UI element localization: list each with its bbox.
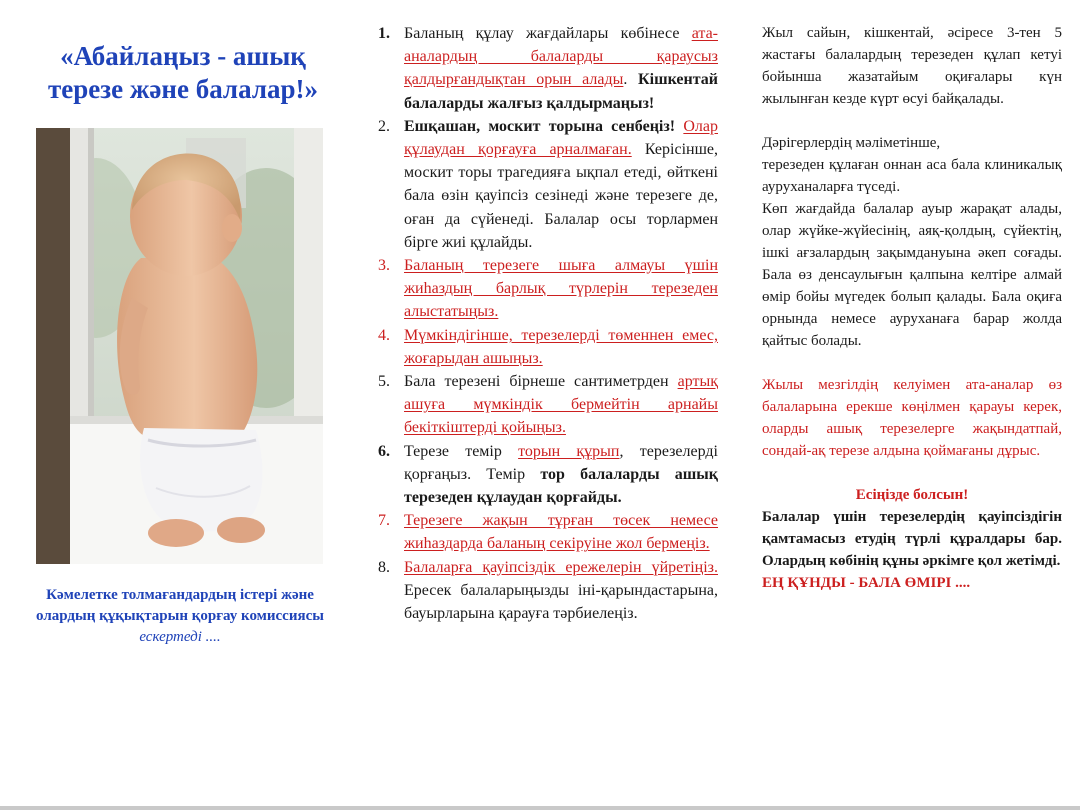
rule-text: Балаларға қауіпсіздік ережелерін үйретіңіз. bbox=[404, 558, 718, 576]
credit-text: Кәмелетке толмағандардың істері және олардың құқықтарын қорғау комиссиясы bbox=[36, 587, 324, 624]
rule-text: Баланың құлау жағдайлары көбінесе bbox=[404, 25, 692, 42]
paragraph-safety-tools: Балалар үшін терезелердің қауіпсіздігін қамтамасыз етудің түрлі құралдары бар. Олардың көбінің құны әркімге қол жетімді. bbox=[762, 509, 1062, 569]
paragraph-parents-warning: Жылы мезгілдің келуімен ата-аналар өз балаларына ерекше көңілмен қарауы керек, оларды ашық терезелерге жақындатпай, сондай-ақ терезе алдына қоймағаны дұрыс. bbox=[762, 377, 1062, 459]
closing-slogan: ЕҢ ҚҰНДЫ - БАЛА ӨМІРІ .... bbox=[762, 575, 971, 591]
baby-at-window-illustration bbox=[36, 128, 323, 564]
rule-text: Ересек балаларыңызды іні-қарындастарына, бауырларына қарауға тәрбиелеңіз. bbox=[404, 581, 718, 623]
rule-number: 5. bbox=[378, 373, 390, 391]
credit-block bbox=[30, 585, 330, 648]
rule-text: Терезе темір bbox=[404, 442, 519, 460]
rule-text: торын құрып bbox=[518, 442, 620, 460]
paragraph-statistics: Жыл сайын, кішкентай, әсіресе 3-тен 5 жастағы балалардың терезеден құлап кетуі бойынша жазатайым оқиғалары күн жылынған кезде күрт өсуі байқалады. bbox=[762, 25, 1062, 107]
rule-text: Кішкентай балаларды жалғыз қалдырмаңыз! bbox=[404, 71, 718, 112]
rule-text: Керісінше, москит торы трагедияға ықпал етеді, өйткені бала өзін қауіпсіз сезінеді және терезеге де, оған да сүйенеді. Балалар осы торлармен бірге жиі құлайды. bbox=[404, 141, 719, 251]
paragraph-injuries: Көп жағдайда балалар ауыр жарақат алады, олар жүйке-жүйесінің, аяқ-қолдың, сүйектің, ішкі ағзалардың зақымдануына әкеп соғады. Бала өз денсаулығын қалпына келтіре алмай өмір бойы мүгедек болып қалады. Бала оқиға орнында немесе ауруханаға барар жолда қайтыс болады. bbox=[762, 201, 1062, 349]
rule-text: Мүмкіндігінше, терезелерді төменнен емес, жоғарыдан ашыңыз. bbox=[404, 326, 718, 367]
rule-item-8 bbox=[378, 556, 718, 626]
rule-item-4 bbox=[378, 324, 718, 370]
baby-at-window-photo bbox=[36, 128, 323, 564]
rule-text: артық ашуға мүмкіндік бермейтін арнайы бекіткіштерді қойыңыз. bbox=[404, 373, 718, 437]
rule-text: , терезелерді қорғаңыз. Темір bbox=[404, 442, 718, 483]
rules-list bbox=[378, 22, 718, 625]
bottom-divider bbox=[0, 806, 1080, 810]
paragraph-doctors-intro: Дәрігерлердің мәліметінше, bbox=[762, 135, 941, 151]
rule-item-7 bbox=[378, 509, 718, 555]
rule-item-3 bbox=[378, 254, 718, 324]
rule-text: Ешқашан, москит торына сенбеңіз! bbox=[404, 117, 684, 135]
rule-number: 3. bbox=[378, 257, 390, 275]
rule-item-1 bbox=[378, 22, 718, 115]
rule-text: Олар құлаудан қорғауға арналмаған. bbox=[404, 117, 718, 159]
rule-number: 1. bbox=[378, 25, 390, 42]
rules-column bbox=[378, 22, 718, 625]
rule-number: 7. bbox=[378, 512, 390, 530]
rule-number: 6. bbox=[378, 442, 390, 460]
rule-item-2 bbox=[378, 115, 718, 254]
rule-text: тор балаларды ашық терезеден құлаудан қорғайды. bbox=[404, 465, 718, 507]
rule-number: 2. bbox=[378, 117, 390, 135]
left-column bbox=[28, 40, 338, 106]
rule-item-5 bbox=[378, 370, 718, 440]
rule-number: 4. bbox=[378, 326, 390, 344]
rule-text: ата-аналардың балаларды қараусыз қалдырғандықтан орын алады bbox=[404, 25, 718, 89]
rule-text: . bbox=[623, 71, 639, 89]
rule-number: 8. bbox=[378, 558, 390, 576]
right-column bbox=[762, 22, 1062, 594]
rule-item-6 bbox=[378, 440, 718, 510]
rule-text: Бала терезені бірнеше сантиметрден bbox=[404, 373, 678, 391]
credit-note: ескертеді .... bbox=[139, 629, 221, 645]
rule-text: Баланың терезеге шыға алмауы үшін жиһаздың барлық түрлерін терезеден алыстатыңыз. bbox=[404, 257, 718, 321]
paragraph-doctors: терезеден құлаған оннан аса бала клиникалық ауруханаларға түседі. bbox=[762, 157, 1062, 195]
leaflet-title: «Абайлаңыз - ашық терезе және балалар!» bbox=[48, 41, 318, 104]
rule-text: Терезеге жақын тұрған төсек немесе жиһаздарда баланың секіруіне жол бермеңіз. bbox=[404, 512, 718, 553]
remember-heading: Есіңізде болсын! bbox=[855, 487, 969, 503]
